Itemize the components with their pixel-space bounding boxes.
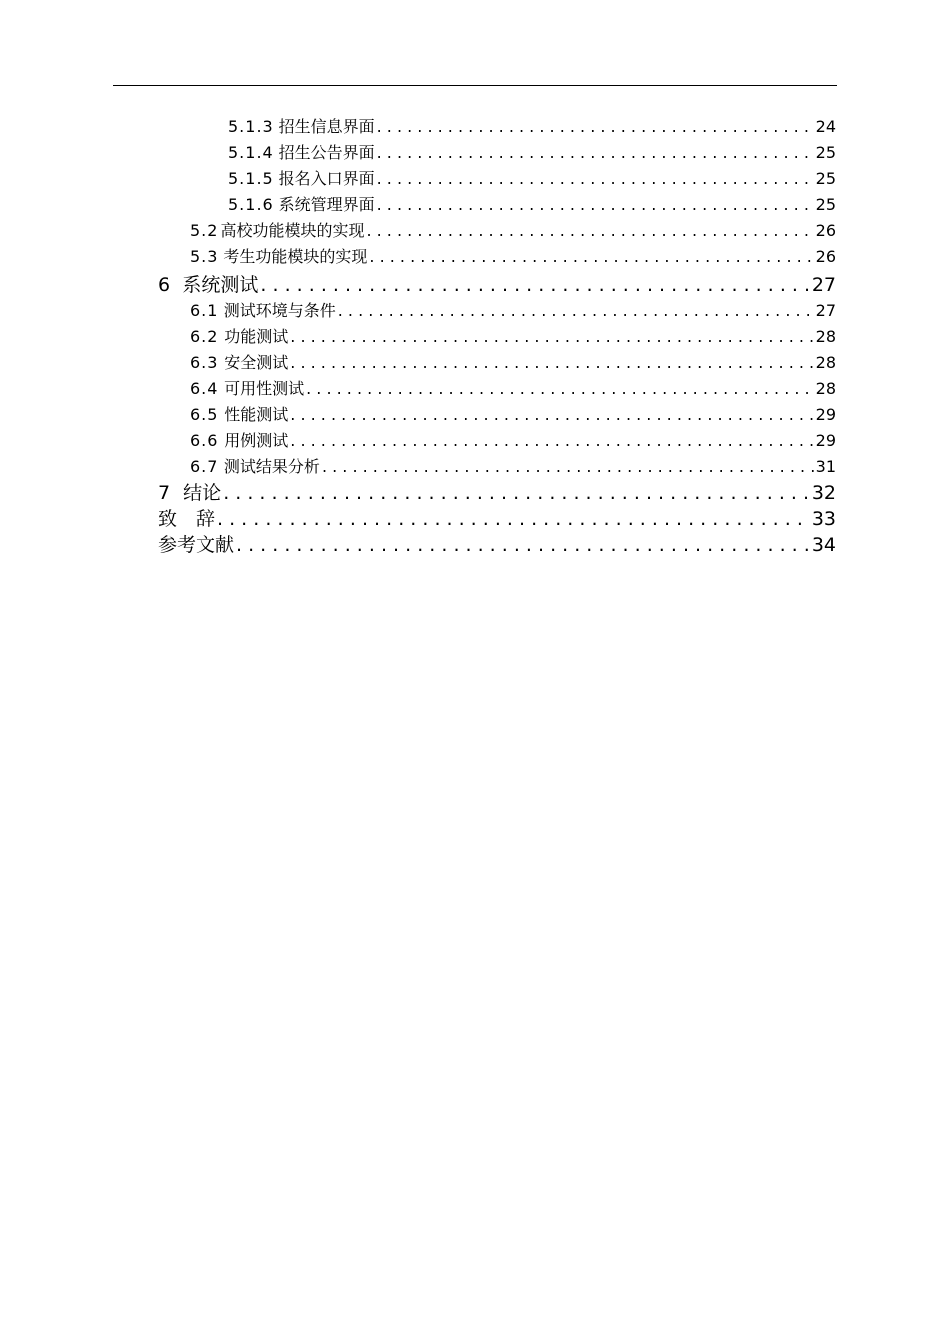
toc-entry-page: 25 [815,169,836,188]
toc-entry-page: 25 [815,195,836,214]
toc-entry-number: 7 [158,482,172,504]
toc-dot-leader [236,534,810,556]
toc-dot-leader [377,195,814,214]
toc-entry[interactable] [158,478,836,505]
toc-entry-title: 功能测试 [224,327,289,346]
toc-entry[interactable] [190,298,836,321]
toc-dot-leader [366,221,813,240]
toc-entry-title: 系统测试 [182,274,259,296]
toc-entry-page: 29 [815,431,836,450]
toc-entry-page: 34 [811,534,836,556]
toc-entry-page: 32 [811,482,836,504]
toc-entry-page: 26 [815,221,836,240]
toc-entry-title: 报名入口界面 [278,169,375,188]
toc-entry-number: 5.1.4 [228,143,274,162]
toc-entry-number: 6.1 [190,301,219,320]
toc-entry[interactable] [228,192,836,215]
toc-entry[interactable] [190,244,836,267]
toc-entry-page: 28 [815,379,836,398]
toc-entry-title: 招生信息界面 [278,117,375,136]
toc-entry[interactable] [158,270,836,297]
toc-entry-number: 6 [158,274,172,296]
toc-entry[interactable] [190,324,836,347]
toc-entry-number: 6.7 [190,457,219,476]
toc-dot-leader [377,169,814,188]
toc-entry-title: 测试环境与条件 [223,301,336,320]
toc-entry-title: 用例测试 [224,431,289,450]
toc-entry[interactable] [190,218,836,241]
toc-entry-title: 参考文献 [158,534,235,556]
toc-dot-leader [377,143,814,162]
toc-dot-leader [306,379,814,398]
toc-entry-title: 结论 [183,482,222,504]
toc-entry[interactable] [190,402,836,425]
toc-entry-title: 安全测试 [224,353,289,372]
toc-entry-page: 31 [815,457,836,476]
toc-entry-number: 5.3 [190,247,219,266]
toc-entry[interactable] [158,530,836,557]
toc-entry-page: 24 [815,117,836,136]
header-rule [113,85,837,86]
toc-dot-leader [338,301,814,320]
toc-entry-number: 5.1.3 [228,117,274,136]
toc-dot-leader [290,327,813,346]
toc-entry-number: 6.3 [190,353,219,372]
toc-entry[interactable] [228,114,836,137]
toc-entry-page: 25 [815,143,836,162]
toc-entry-number: 5.1.6 [228,195,274,214]
toc-dot-leader [377,117,814,136]
toc-entry-title: 可用性测试 [224,379,305,398]
toc-dot-leader [369,247,813,266]
toc-entry-title: 系统管理界面 [278,195,375,214]
toc-entry[interactable] [158,504,836,531]
toc-entry[interactable] [190,428,836,451]
toc-dot-leader [223,482,810,504]
toc-entry-page: 26 [815,247,836,266]
toc-entry-page: 29 [815,405,836,424]
toc-dot-leader [260,274,809,296]
toc-entry-page: 28 [815,353,836,372]
toc-dot-leader [322,457,814,476]
toc-entry[interactable] [228,166,836,189]
toc-entry-page: 27 [815,301,836,320]
toc-entry-title: 高校功能模块的实现 [220,221,365,240]
toc-entry-title: 性能测试 [224,405,289,424]
toc-entry-page: 33 [811,508,836,530]
toc-entry-number: 6.6 [190,431,219,450]
toc-dot-leader [290,431,813,450]
toc-entry-title: 测试结果分析 [223,457,320,476]
toc-entry-number: 5.1.5 [228,169,274,188]
toc-entry-title: 致 辞 [158,508,216,530]
toc-entry[interactable] [228,140,836,163]
toc-dot-leader [217,508,810,530]
toc-entry[interactable] [190,376,836,399]
toc-entry-number: 6.2 [190,327,219,346]
toc-entry-page: 27 [811,274,836,296]
toc-entry-page: 28 [815,327,836,346]
toc-dot-leader [290,353,813,372]
toc-entry-number: 6.5 [190,405,219,424]
toc-entry[interactable] [190,454,836,477]
toc-entry[interactable] [190,350,836,373]
toc-entry-number: 6.4 [190,379,219,398]
toc-entry-title: 招生公告界面 [278,143,375,162]
toc-entry-number: 5.2 [190,221,219,240]
toc-entry-title: 考生功能模块的实现 [223,247,368,266]
toc-dot-leader [290,405,813,424]
